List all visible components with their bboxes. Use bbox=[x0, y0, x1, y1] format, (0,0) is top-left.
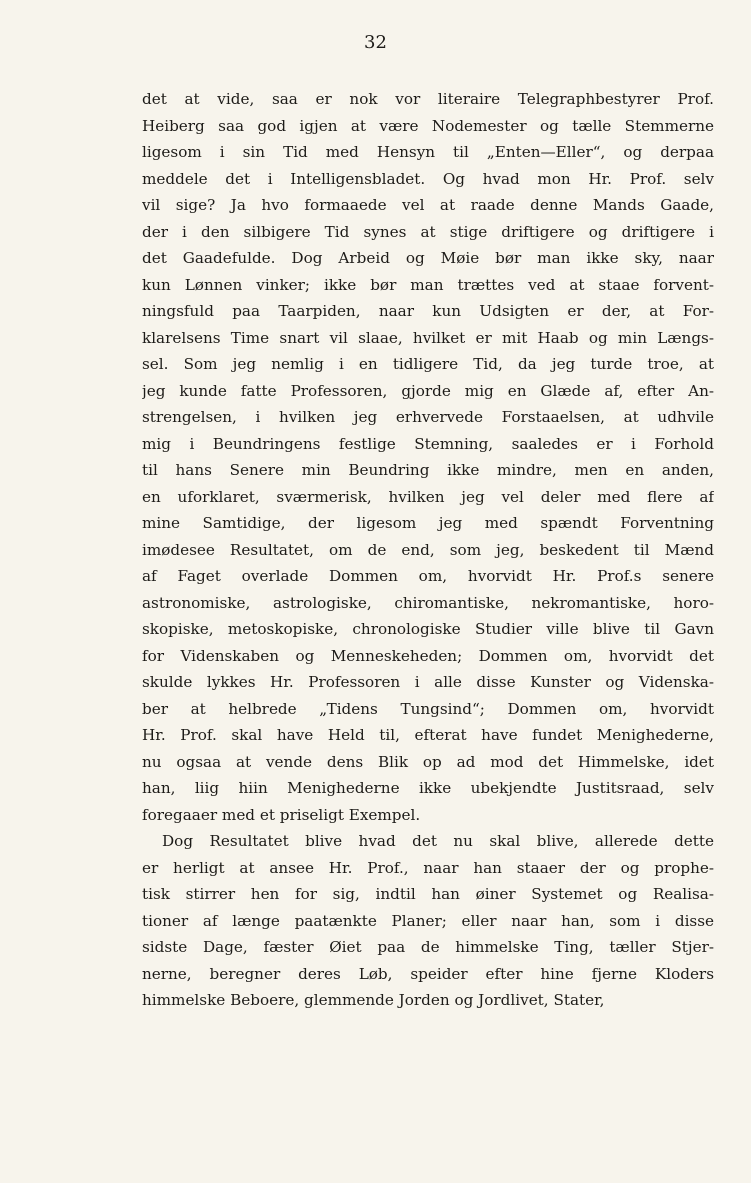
text-line: strengelsen, i hvilken jeg erhvervede Forstaaelsen, at udhvile bbox=[142, 408, 714, 426]
text-line: det at vide, saa er nok vor literaire Telegraphbestyrer Prof. bbox=[142, 90, 714, 108]
text-line: nu ogsaa at vende dens Blik op ad mod det Himmelske, idet bbox=[142, 752, 714, 771]
text-line: klarelsens Time snart vil slaae, hvilket er mit Haab og min Længs- bbox=[142, 328, 714, 347]
text-line: Heiberg saa god igjen at være Nodemester og tælle Stemmerne bbox=[142, 116, 714, 135]
text-line: ber at helbrede „Tidens Tungsind“; Dommen om, hvorvidt bbox=[142, 699, 714, 718]
text-line: der i den silbigere Tid synes at stige driftigere og driftigere i bbox=[142, 222, 714, 241]
text-line: sidste Dage, fæster Øiet paa de himmelske Ting, tæller Stjer- bbox=[142, 938, 714, 956]
text-line: meddele det i Intelligensbladet. Og hvad mon Hr. Prof. selv bbox=[142, 169, 714, 188]
text-line: er herligt at ansee Hr. Prof., naar han staaer der og prophe- bbox=[142, 858, 714, 877]
text-line: tioner af længe paatænkte Planer; eller naar han, som i disse bbox=[142, 911, 714, 930]
text-line: kun Lønnen vinker; ikke bør man trættes ved at staae forvent- bbox=[142, 275, 714, 294]
text-line: for Videnskaben og Menneskeheden; Dommen om, hvorvidt det bbox=[142, 646, 714, 665]
body-text bbox=[142, 86, 714, 1014]
text-line: Dog Resultatet blive hvad det nu skal blive, allerede dette bbox=[162, 832, 714, 850]
text-line: astronomiske, astrologiske, chiromantiske, nekromantiske, horo- bbox=[142, 593, 714, 612]
text-line: tisk stirrer hen for sig, indtil han øiner Systemet og Realisa- bbox=[142, 885, 714, 903]
text-line: Hr. Prof. skal have Held til, efterat have fundet Menighederne, bbox=[142, 726, 714, 744]
text-line: mine Samtidige, der ligesom jeg med spændt Forventning bbox=[142, 514, 714, 532]
text-line: sel. Som jeg nemlig i en tidligere Tid, da jeg turde troe, at bbox=[142, 355, 714, 373]
text-line: han, liig hiin Menighederne ikke ubekjendte Justitsraad, selv bbox=[142, 779, 714, 797]
text-line: himmelske Beboere, glemmende Jorden og Jordlivet, Stater, bbox=[142, 991, 605, 1009]
text-line: det Gaadefulde. Dog Arbeid og Møie bør man ikke sky, naar bbox=[142, 249, 714, 267]
text-line: ligesom i sin Tid med Hensyn til „Enten—Eller“, og derpaa bbox=[142, 143, 714, 161]
text-line: af Faget overlade Dommen om, hvorvidt Hr. Prof.s senere bbox=[142, 567, 714, 585]
text-line: foregaaer med et priseligt Exempel. bbox=[142, 805, 421, 824]
page-number: 32 bbox=[364, 32, 387, 53]
text-line: nerne, beregner deres Løb, speider efter hine fjerne Kloders bbox=[142, 964, 714, 983]
text-line: jeg kunde fatte Professoren, gjorde mig en Glæde af, efter An- bbox=[142, 381, 714, 400]
text-line: til hans Senere min Beundring ikke mindre, men en anden, bbox=[142, 461, 714, 479]
text-line: ningsfuld paa Taarpiden, naar kun Udsigten er der, at For- bbox=[142, 302, 714, 320]
text-line: skopiske, metoskopiske, chronologiske Studier ville blive til Gavn bbox=[142, 620, 714, 638]
text-line: vil sige? Ja hvo formaaede vel at raade denne Mands Gaade, bbox=[142, 196, 714, 214]
text-line: mig i Beundringens festlige Stemning, saaledes er i Forhold bbox=[142, 434, 714, 453]
text-line: skulde lykkes Hr. Professoren i alle disse Kunster og Videnska- bbox=[142, 673, 714, 691]
paragraph bbox=[142, 828, 714, 1014]
paragraph bbox=[142, 86, 714, 828]
text-line: imødesee Resultatet, om de end, som jeg, beskedent til Mænd bbox=[142, 540, 714, 559]
text-line: en uforklaret, sværmerisk, hvilken jeg vel deler med flere af bbox=[142, 487, 714, 506]
